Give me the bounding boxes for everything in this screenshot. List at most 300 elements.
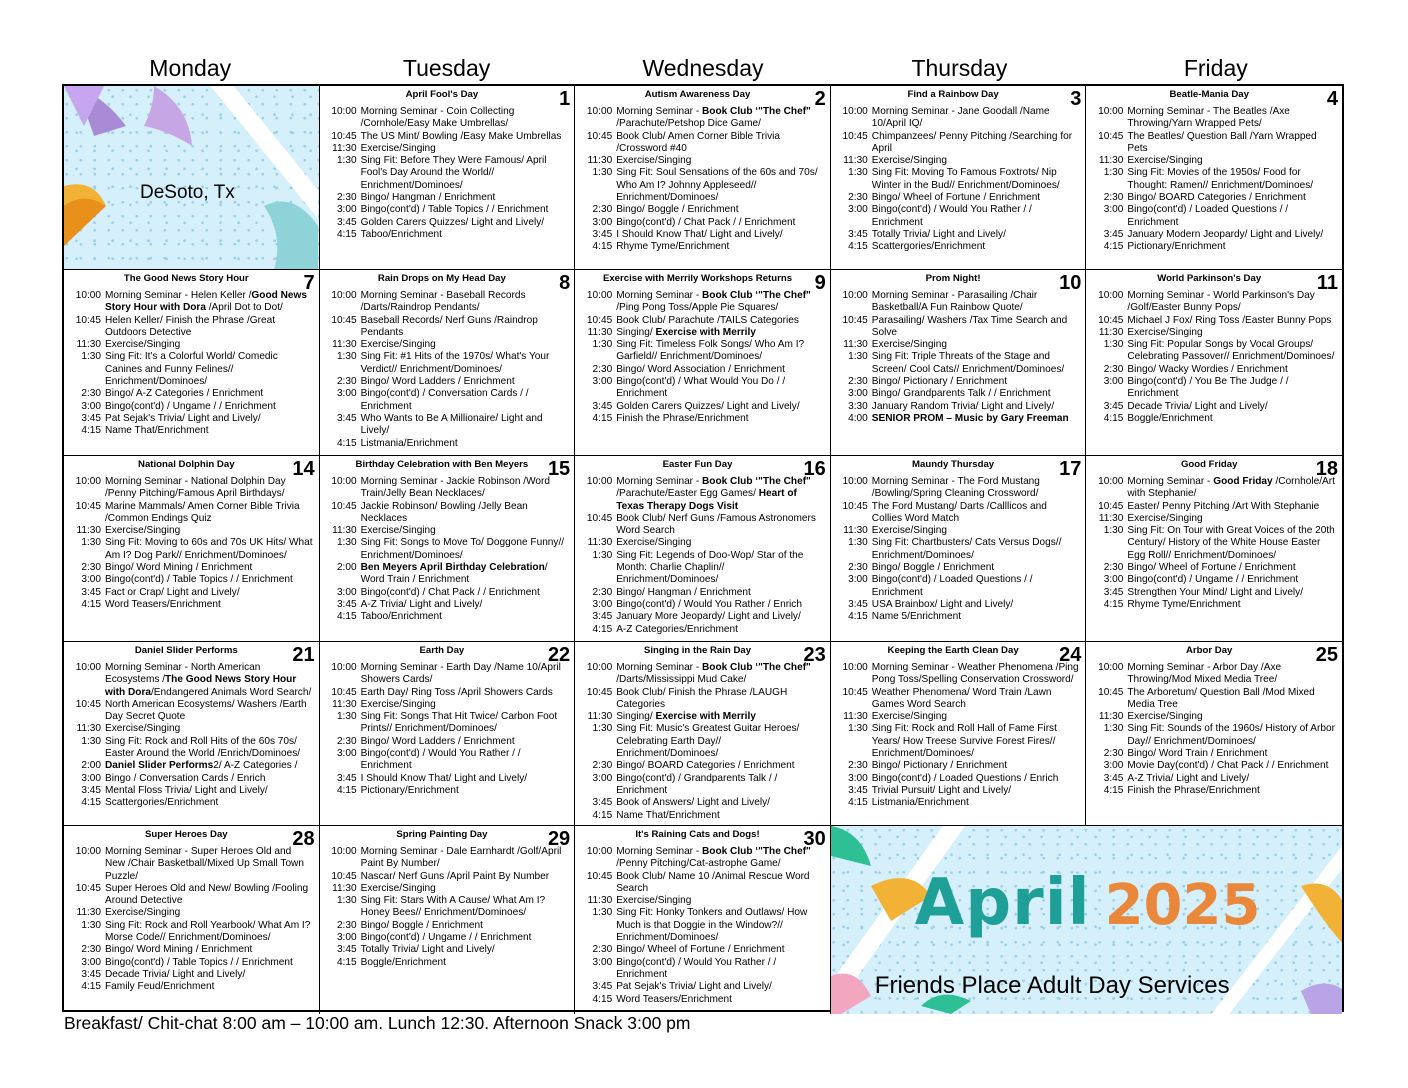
event-time: 10:00: [586, 476, 613, 487]
event-row: [326, 846, 571, 871]
event-row: [1092, 167, 1338, 192]
event-row: [581, 241, 826, 253]
event-row: [581, 167, 826, 204]
event-description: Scattergories/Enrichment: [105, 797, 219, 809]
event-description: Morning Seminar - World Parkinson's Day /Golf/Easter Bunny Pops/: [1127, 290, 1315, 314]
event-row: [837, 204, 1082, 229]
event-time: 3:00: [848, 204, 868, 216]
event-row: [837, 773, 1082, 785]
event-time: 1:30: [1103, 525, 1124, 537]
event-row: [837, 687, 1082, 712]
event-time: 4:15: [81, 425, 101, 437]
event-time: 10:00: [1098, 476, 1124, 487]
event-description: Sing Fit: Triple Threats of the Stage and Screen/ Cool Cats// Enrichment/Dominoes/: [871, 351, 1065, 375]
event-time: 2:30: [81, 562, 101, 574]
event-description: January Modern Jeopardy/ Light and Lively/: [1127, 228, 1324, 240]
event-description: Finish the Phrase/Enrichment: [616, 412, 749, 424]
event-row: [70, 723, 315, 735]
day-number: 29: [547, 828, 571, 850]
event-row: [326, 711, 571, 736]
day-number: 1: [559, 88, 571, 110]
event-row: [326, 106, 571, 131]
event-row: [581, 413, 826, 425]
event-time: 3:45: [592, 611, 613, 623]
event-list: [581, 106, 826, 254]
event-row: [581, 537, 826, 549]
event-time: 4:15: [848, 241, 868, 253]
event-time: 3:00: [592, 956, 613, 968]
event-time: 11:30: [1098, 155, 1124, 167]
event-row: [326, 131, 571, 143]
event-row: [581, 204, 826, 216]
event-row: [70, 773, 315, 785]
event-description: I Should Know That/ Light and Lively/: [360, 772, 528, 784]
event-time: 10:45: [331, 500, 357, 512]
event-row: [581, 944, 826, 956]
event-time: 3:00: [592, 598, 613, 610]
event-time: 10:00: [331, 290, 357, 301]
event-description: Sing Fit: Movies of the 1950s/ Food for Thought: Ramen// Enrichment/Dominoes/: [1127, 167, 1314, 191]
event-description: Morning Seminar - Book Club ‘"The Chef" /Parachute/Petshop Dice Game/: [616, 106, 811, 130]
event-list: [326, 106, 571, 241]
day-cell-15: [320, 456, 576, 642]
event-description: Bingo(cont'd) / Would You Rather / Enrich: [616, 598, 802, 610]
event-time: 4:15: [848, 797, 868, 809]
event-time: 2:30: [592, 363, 613, 375]
event-list: [326, 476, 571, 624]
event-time: 10:00: [842, 106, 868, 117]
event-description: Bingo/ Grandparents Talk / / Enrichment: [871, 388, 1051, 400]
event-time: 11:30: [587, 326, 613, 338]
event-row: [70, 476, 315, 501]
event-time: 1:30: [81, 537, 101, 549]
event-time: 1:30: [592, 723, 613, 735]
day-theme-title: Easter Fun Day: [662, 459, 733, 470]
event-time: 4:15: [336, 611, 357, 623]
weekday-monday: Monday: [149, 55, 232, 81]
event-time: 3:00: [81, 400, 101, 412]
event-description: Earth Day/ Ring Toss /April Showers Cards: [360, 686, 553, 698]
event-time: 4:15: [336, 437, 357, 449]
event-time: 1:30: [1103, 723, 1124, 735]
event-description: Pictionary/Enrichment: [360, 784, 459, 796]
event-row: [326, 229, 571, 241]
event-row: [70, 599, 315, 611]
day-number: 14: [292, 458, 315, 480]
event-list: [1092, 476, 1338, 611]
event-time: 2:30: [592, 204, 613, 216]
event-row: [70, 315, 315, 340]
day-cell-21: [64, 642, 320, 826]
event-row: [1092, 376, 1338, 401]
event-row: [1092, 364, 1338, 376]
event-row: [1092, 229, 1338, 241]
event-time: 3:00: [592, 772, 613, 784]
event-row: [581, 155, 826, 167]
event-description: Bingo(cont'd) / Ungame / / Enrichment: [1127, 574, 1299, 586]
event-description: Sing Fit: Songs That Hit Twice/ Carbon Foot Prints// Enrichment/Dominoes/: [360, 711, 558, 735]
event-description: Bingo/ Boggle / Enrichment: [871, 562, 995, 574]
event-time: 3:00: [848, 772, 868, 784]
event-row: [70, 981, 315, 993]
event-time: 3:45: [336, 412, 357, 424]
event-time: 3:45: [592, 400, 613, 412]
day-theme-title: Autism Awareness Day: [644, 89, 751, 100]
event-row: [837, 315, 1082, 340]
day-theme-title: Prom Night!: [925, 273, 981, 284]
event-description: Decade Trivia/ Light and Lively/: [105, 968, 246, 980]
day-cell-29: [320, 826, 576, 1014]
event-description: Book of Answers/ Light and Lively/: [616, 797, 770, 809]
event-time: 3:00: [848, 388, 868, 400]
event-row: [581, 810, 826, 822]
event-row: [581, 513, 826, 538]
event-description: Exercise/Singing: [616, 895, 692, 907]
event-description: Exercise/Singing: [1127, 326, 1203, 338]
event-time: 3:45: [592, 228, 613, 240]
event-time: 11:30: [1098, 326, 1124, 338]
event-description: Morning Seminar - Book Club ‘"The Chef" /Darts/Mississippi Mud Cake/: [616, 662, 811, 686]
event-description: Exercise/Singing: [360, 525, 436, 537]
event-list: [581, 662, 826, 822]
event-description: Sing Fit: Rock and Roll Hall of Fame First Years/ How Treese Survive Forest Fires// Enrichment/Dominoes/: [871, 723, 1057, 760]
event-row: [837, 413, 1082, 425]
event-description: Bingo/ Boggle / Enrichment: [360, 919, 483, 931]
day-theme-title: Beatle-Mania Day: [1169, 89, 1249, 100]
event-description: USA Brainbox/ Light and Lively/: [871, 598, 1014, 610]
event-description: Book Club/ Parachute /TAILS Categories: [616, 314, 799, 326]
event-time: 10:45: [331, 686, 357, 698]
event-row: [1092, 562, 1338, 574]
event-description: Name 5/Enrichment: [871, 611, 961, 623]
event-description: Bingo/ Word Ladders / Enrichment: [360, 376, 515, 388]
day-number: 23: [803, 644, 826, 666]
event-description: Bingo/ Wheel of Fortune / Enrichment: [871, 192, 1041, 204]
event-description: Sing Fit: Honky Tonkers and Outlaws/ How Much is that Doggie in the Window?// Enrichment/Dominoes/: [616, 907, 808, 944]
event-row: [326, 525, 571, 537]
event-time: 1:30: [848, 167, 868, 179]
event-row: [837, 662, 1082, 687]
event-row: [581, 611, 826, 623]
event-row: [581, 711, 826, 723]
event-row: [326, 217, 571, 229]
event-time: 10:45: [842, 314, 868, 326]
event-description: Movie Day(cont'd) / Chat Pack / / Enrichment: [1127, 760, 1329, 772]
event-time: 2:30: [336, 735, 357, 747]
event-row: [70, 562, 315, 574]
event-time: 3:00: [1103, 574, 1124, 586]
event-time: 10:45: [331, 130, 357, 142]
day-cell-10: [831, 270, 1087, 456]
event-row: [70, 846, 315, 883]
event-time: 3:00: [81, 956, 101, 968]
event-time: 3:00: [1103, 204, 1124, 216]
event-time: 11:30: [587, 895, 613, 907]
day-number: 3: [1070, 88, 1082, 110]
month-label: April: [914, 866, 1091, 940]
day-cell-8: [320, 270, 576, 456]
event-row: [1092, 525, 1338, 562]
event-row: [1092, 587, 1338, 599]
event-description: Morning Seminar - Good Friday /Cornhole/Art with Stephanie/: [1127, 476, 1335, 500]
event-row: [1092, 339, 1338, 364]
event-time: 4:15: [1103, 241, 1124, 253]
event-description: Bingo/ Wacky Wordies / Enrichment: [1127, 363, 1288, 375]
event-row: [326, 339, 571, 351]
event-row: [70, 339, 315, 351]
year-label: 2025: [1104, 873, 1261, 938]
event-time: 10:00: [586, 106, 613, 117]
event-time: 2:30: [81, 388, 101, 400]
event-description: Bingo(cont'd) / What Would You Do / / Enrichment: [616, 376, 786, 400]
day-cell-11: [1086, 270, 1342, 456]
event-time: 3:45: [1103, 400, 1124, 412]
event-row: [70, 587, 315, 599]
event-row: [581, 315, 826, 327]
event-time: 4:15: [592, 809, 613, 821]
event-description: Daniel Slider Performs2/ A-Z Categories /: [105, 760, 298, 772]
event-row: [326, 895, 571, 920]
event-time: 3:00: [336, 748, 357, 760]
day-cell-25: [1086, 642, 1342, 826]
event-time: 2:30: [336, 919, 357, 931]
event-row: [837, 192, 1082, 204]
event-description: Bingo/ Hangman / Enrichment: [616, 586, 751, 598]
event-time: 10:45: [75, 698, 101, 710]
event-time: 1:30: [336, 711, 357, 723]
event-description: Morning Seminar - Arbor Day /Axe Throwing/Mod Mixed Media Tree/: [1127, 662, 1282, 686]
event-time: 3:00: [592, 376, 613, 388]
day-theme-title: It's Raining Cats and Dogs!: [635, 829, 760, 840]
event-description: Exercise/Singing: [360, 142, 436, 154]
event-list: [70, 476, 315, 611]
day-theme-title: World Parkinson's Day: [1157, 273, 1262, 284]
day-number: 30: [803, 828, 826, 850]
event-description: Bingo(cont'd) / Chat Pack / / Enrichment: [616, 216, 796, 228]
event-description: Boggle/Enrichment: [360, 956, 446, 968]
event-row: [326, 587, 571, 599]
event-row: [70, 290, 315, 315]
event-time: 3:45: [81, 784, 101, 796]
event-row: [326, 501, 571, 526]
event-time: 10:00: [75, 846, 101, 857]
event-time: 1:30: [81, 919, 101, 931]
event-time: 2:30: [848, 376, 868, 388]
event-row: [581, 871, 826, 896]
day-cell-22: [320, 642, 576, 826]
event-row: [326, 599, 571, 611]
event-row: [326, 662, 571, 687]
day-cell-17: [831, 456, 1087, 642]
day-theme-title: Daniel Slider Performs: [134, 645, 238, 656]
event-row: [837, 525, 1082, 537]
event-time: 3:45: [81, 968, 101, 980]
event-description: Chimpanzees/ Penny Pitching /Searching for April: [871, 130, 1073, 154]
event-time: 10:45: [1098, 500, 1124, 512]
weekday-wednesday: Wednesday: [642, 55, 764, 81]
event-description: Scattergories/Enrichment: [871, 241, 986, 253]
event-description: Exercise/Singing: [1127, 711, 1203, 723]
event-time: 10:00: [75, 476, 101, 487]
event-description: Book Club/ Finish the Phrase /LAUGH Categories: [616, 686, 788, 710]
event-description: Book Club/ Amen Corner Bible Trivia /Crossword #40: [616, 130, 781, 154]
event-description: Morning Seminar - The Beatles /Axe Throwing/Yarn Wrapped Pets/: [1127, 106, 1290, 130]
event-row: [326, 438, 571, 450]
day-cell-7: [64, 270, 320, 456]
event-description: Bingo/ Hangman / Enrichment: [360, 192, 496, 204]
event-description: Singing/ Exercise with Merrily: [616, 326, 756, 338]
event-row: [581, 895, 826, 907]
event-description: Pat Sejak's Trivia/ Light and Lively/: [616, 981, 772, 993]
day-number: 15: [547, 458, 571, 480]
event-row: [1092, 290, 1338, 315]
event-row: [70, 388, 315, 400]
event-time: 11:30: [587, 537, 613, 549]
event-time: 1:30: [1103, 167, 1124, 179]
event-time: 2:00: [81, 760, 101, 772]
event-time: 11:30: [332, 698, 357, 710]
event-description: The Beatles/ Question Ball /Yarn Wrapped Pets: [1127, 130, 1317, 154]
event-row: [326, 871, 571, 883]
event-time: 1:30: [592, 549, 613, 561]
event-time: 2:30: [81, 944, 101, 956]
event-description: Listmania/Enrichment: [871, 797, 969, 809]
event-description: The US Mint/ Bowling /Easy Make Umbrellas: [360, 130, 562, 142]
event-time: 4:15: [592, 993, 613, 1005]
event-description: Ben Meyers April Birthday Celebration/ Word Train / Enrichment: [360, 562, 548, 586]
event-list: [837, 106, 1082, 254]
event-time: 10:00: [75, 290, 101, 301]
event-description: Bingo(cont'd) / Loaded Questions / / Enrichment: [871, 574, 1033, 598]
day-number: 22: [547, 644, 571, 666]
event-description: Bingo/ Pictionary / Enrichment: [871, 760, 1008, 772]
event-description: Sing Fit: Songs to Move To/ Doggone Funny// Enrichment/Dominoes/: [360, 537, 565, 561]
event-description: Morning Seminar - Coin Collecting /Cornhole/Easy Make Umbrellas/: [360, 106, 515, 130]
event-time: 1:30: [848, 723, 868, 735]
event-description: Sing Fit: Before They Were Famous/ April Fool's Day Around the World// Enrichment/Dominoes/: [360, 155, 547, 191]
calendar-grid: [62, 84, 1344, 1012]
event-description: Sing Fit: Music's Greatest Guitar Heroes/ Celebrating Earth Day// Enrichment/Dominoes/: [616, 723, 800, 760]
day-cell-14: [64, 456, 320, 642]
event-description: Bingo/ Word Mining / Enrichment: [105, 944, 253, 956]
event-description: Sing Fit: Timeless Folk Songs/ Who Am I? Garfield// Enrichment/Dominoes/: [616, 339, 805, 363]
event-row: [1092, 760, 1338, 772]
event-row: [837, 760, 1082, 772]
event-time: 10:00: [331, 846, 357, 857]
event-time: 3:45: [81, 586, 101, 598]
event-description: A-Z Trivia/ Light and Lively/: [1127, 772, 1250, 784]
event-row: [1092, 241, 1338, 253]
event-description: Exercise/Singing: [871, 525, 947, 537]
event-time: 10:45: [586, 314, 613, 326]
event-row: [326, 611, 571, 623]
event-row: [326, 143, 571, 155]
event-row: [70, 351, 315, 388]
event-time: 4:15: [81, 797, 101, 809]
event-time: 11:30: [843, 711, 868, 723]
event-description: Weather Phenomena/ Word Train /Lawn Games Word Search: [871, 686, 1052, 710]
event-row: [837, 167, 1082, 192]
event-time: 3:45: [81, 412, 101, 424]
event-time: 1:30: [336, 895, 357, 907]
event-description: Name That/Enrichment: [616, 809, 720, 821]
event-row: [837, 388, 1082, 400]
day-cell-23: [575, 642, 831, 826]
day-cell-24: [831, 642, 1087, 826]
event-time: 10:00: [1098, 106, 1124, 117]
event-time: 11:30: [332, 339, 357, 351]
event-row: [581, 290, 826, 315]
event-row: [70, 413, 315, 425]
event-description: North American Ecosystems/ Washers /Earth Day Secret Quote: [105, 698, 307, 723]
event-time: 2:30: [1103, 363, 1124, 375]
event-description: Sing Fit: On Tour with Great Voices of the 20th Century/ History of the White House Easter Egg Roll// Enrichment/Dominoes/: [1127, 525, 1335, 561]
day-number: 9: [814, 272, 826, 294]
event-description: Taboo/Enrichment: [360, 228, 442, 240]
meal-schedule-footer: Breakfast/ Chit-chat 8:00 am – 10:00 am. Lunch 12:30. Afternoon Snack 3:00 pm: [64, 1013, 691, 1033]
event-time: 2:30: [336, 192, 357, 204]
day-number: 7: [303, 272, 315, 294]
event-description: Bingo(cont'd) / Ungame / / Enrichment: [360, 932, 532, 944]
event-description: Sing Fit: #1 Hits of the 1970s/ What's Your Verdict// Enrichment/Dominoes/: [360, 351, 550, 375]
weekday-friday: Friday: [1183, 55, 1248, 81]
event-description: Morning Seminar - Weather Phenomena /Ping Pong Toss/Spelling Conservation Crossword/: [871, 662, 1079, 686]
event-description: Sing Fit: Rock and Roll Yearbook/ What Am I? Morse Code// Enrichment/Dominoes/: [105, 919, 311, 944]
event-time: 3:00: [336, 388, 357, 400]
event-row: [581, 687, 826, 712]
day-number: 24: [1059, 644, 1082, 666]
event-description: Bingo/ Wheel of Fortune / Enrichment: [1127, 562, 1296, 574]
event-row: [326, 920, 571, 932]
event-description: Bingo/ Word Association / Enrichment: [616, 363, 785, 375]
event-description: Sing Fit: Soul Sensations of the 60s and 70s/ Who Am I? Johnny Appleseed// Enrichment/Dominoes/: [616, 167, 818, 204]
event-row: [70, 785, 315, 797]
event-description: Sing Fit: Legends of Doo-Wop/ Star of the Month: Charlie Chaplin// Enrichment/Dominoes/: [616, 549, 804, 586]
event-row: [70, 883, 315, 908]
event-row: [581, 723, 826, 760]
event-time: 3:45: [848, 598, 868, 610]
event-row: [1092, 785, 1338, 797]
event-row: [581, 364, 826, 376]
day-theme-title: Arbor Day: [1186, 645, 1233, 656]
event-description: Morning Seminar - Dale Earnhardt /Golf/April Paint By Number/: [360, 846, 562, 870]
event-row: [581, 662, 826, 687]
event-description: Bingo/ A-Z Categories / Enrichment: [105, 388, 264, 400]
location-label: DeSoto, Tx: [140, 182, 235, 203]
event-time: 11:30: [843, 525, 868, 537]
day-theme-title: Good Friday: [1180, 459, 1238, 470]
event-description: Exercise/Singing: [616, 537, 692, 549]
event-row: [837, 785, 1082, 797]
event-description: Singing/ Exercise with Merrily: [616, 711, 756, 723]
event-row: [1092, 723, 1338, 748]
event-description: Exercise/Singing: [871, 711, 947, 723]
event-row: [581, 994, 826, 1006]
event-description: Bingo(cont'd) / Table Topics / / Enrichment: [105, 574, 293, 586]
event-time: 10:45: [1098, 314, 1124, 326]
event-description: Marine Mammals/ Amen Corner Bible Trivia /Common Endings Quiz: [105, 500, 300, 524]
event-description: Morning Seminar - Book Club ‘"The Chef" /Parachute/Easter Egg Games/ Heart of Texas Therapy Dogs Visit: [616, 476, 811, 512]
event-description: Exercise/Singing: [105, 339, 181, 351]
event-row: [1092, 513, 1338, 525]
day-number: 28: [292, 828, 315, 850]
event-list: [326, 290, 571, 450]
event-description: Word Teasers/Enrichment: [105, 598, 221, 610]
event-description: Bingo(cont'd) / You Be The Judge / / Enrichment: [1127, 376, 1289, 400]
event-description: Sing Fit: Sounds of the 1960s/ History of Arbor Day// Enrichment/Dominoes/: [1127, 723, 1335, 747]
day-theme-title: National Dolphin Day: [138, 459, 235, 470]
month-year-title: [915, 866, 1261, 940]
